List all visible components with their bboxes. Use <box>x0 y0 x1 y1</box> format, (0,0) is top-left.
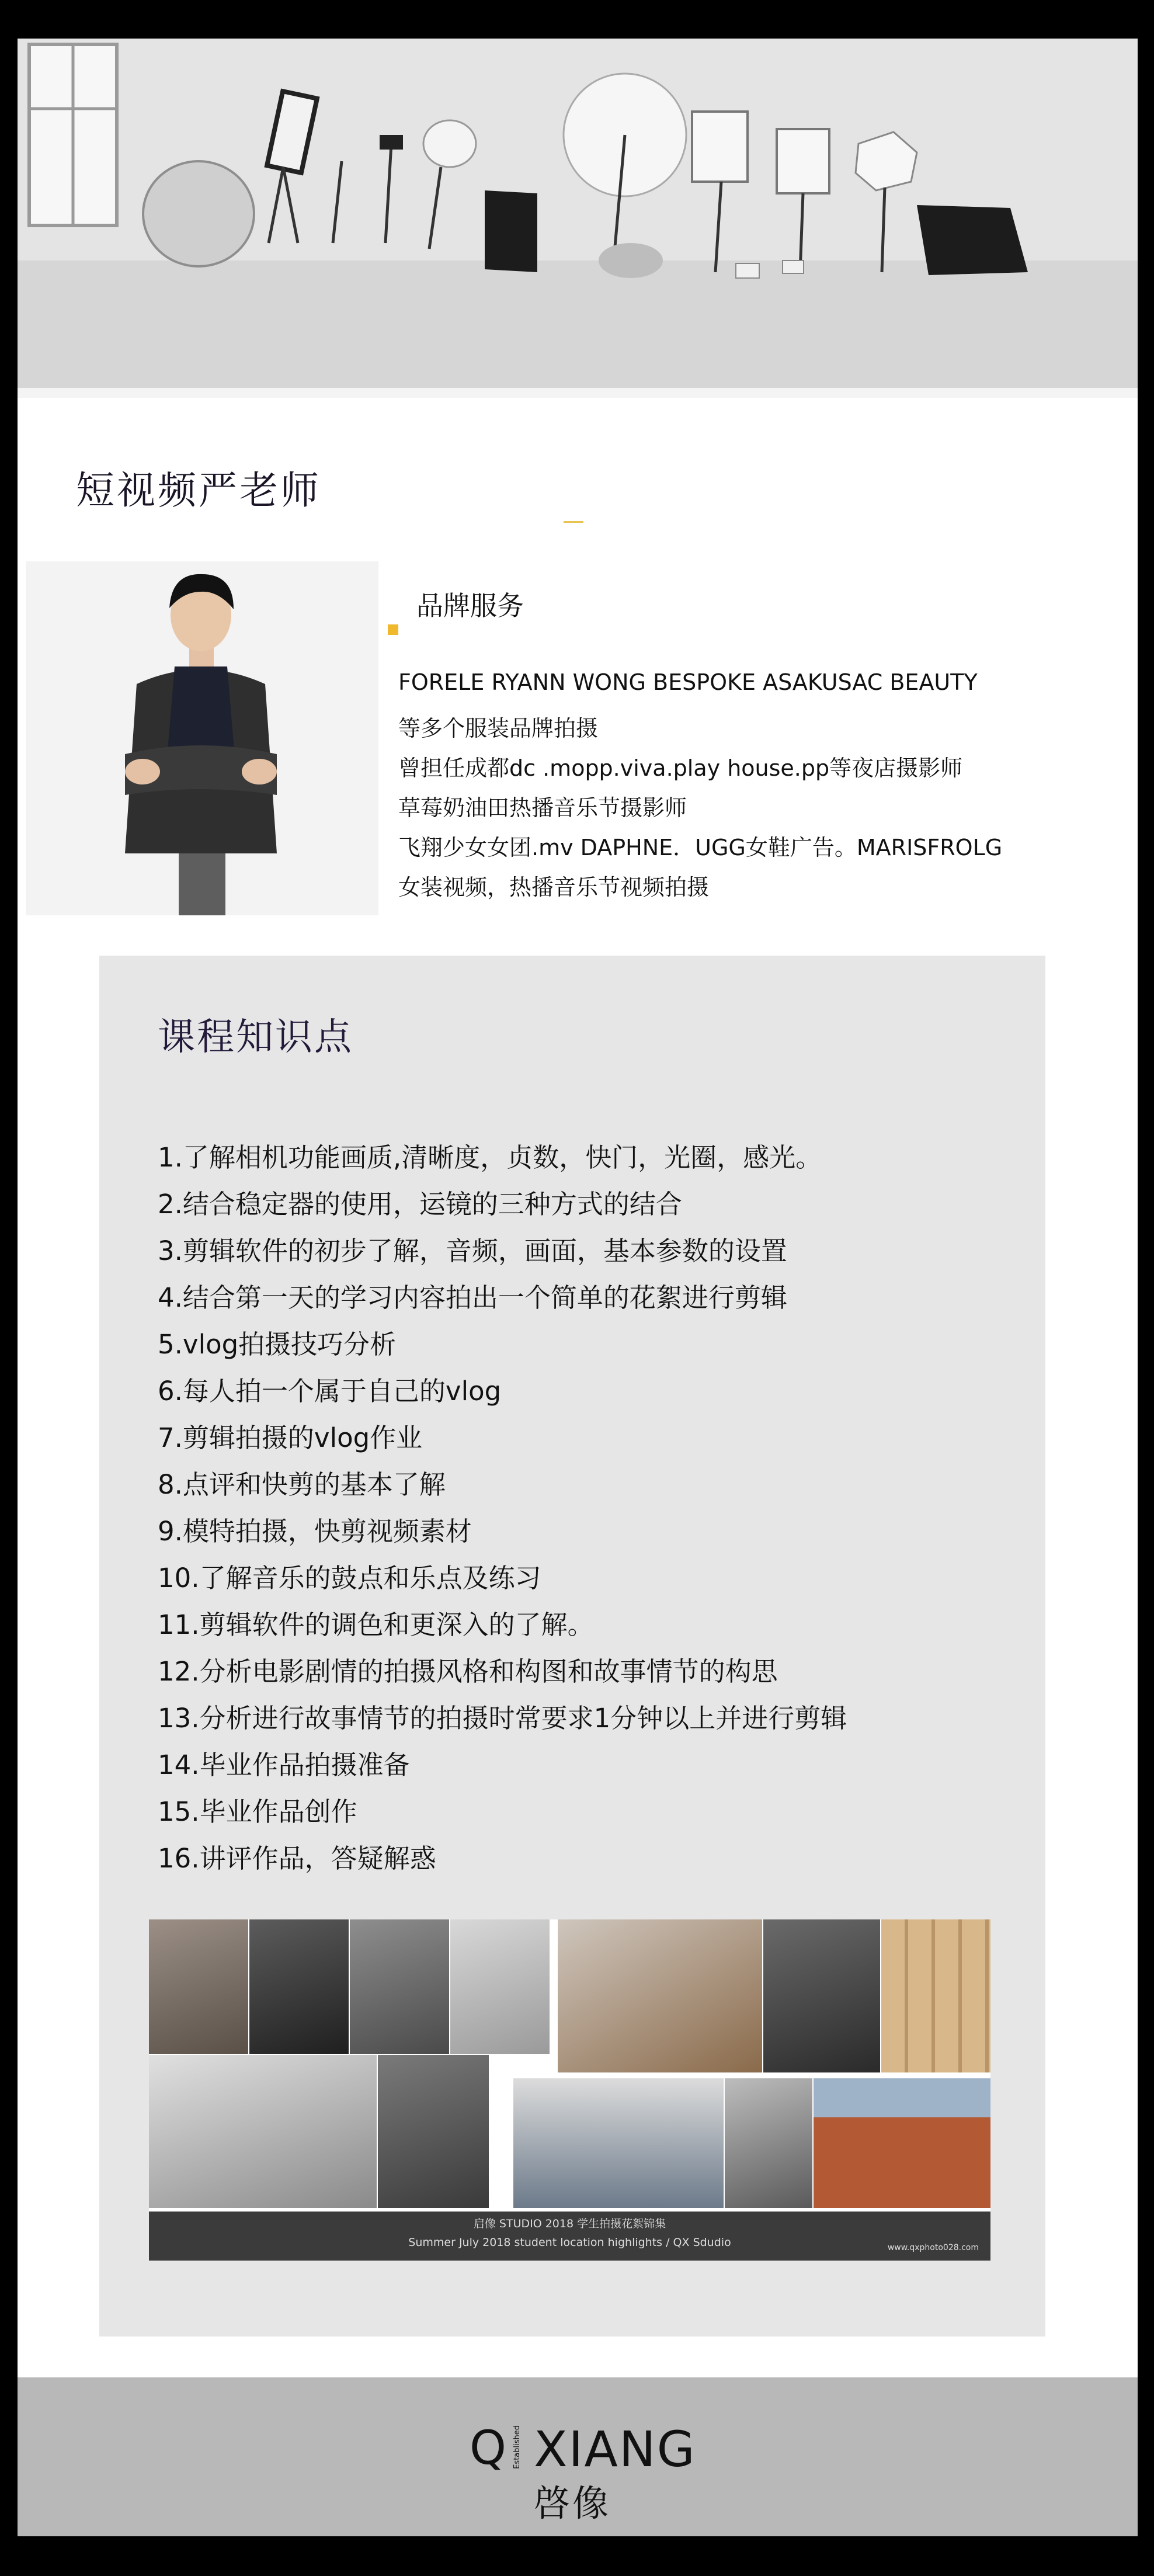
collage-photo <box>149 1919 248 2054</box>
collage-photo <box>149 2055 377 2208</box>
collage-photo <box>558 1919 762 2072</box>
collage-photo <box>763 1919 880 2072</box>
brand-service-title: 品牌服务 <box>416 590 524 622</box>
page-frame <box>18 39 1138 2536</box>
brand-line: 草莓奶油田热播音乐节摄影师 <box>398 795 687 821</box>
brand-line: FORELE RYANN WONG BESPOKE ASAKUSAC BEAUTY <box>398 669 978 695</box>
course-item: 5.vlog拍摄技巧分析 <box>158 1329 397 1360</box>
student-photo-collage <box>149 1919 990 2261</box>
teacher-name: 短视频严老师 <box>76 468 321 513</box>
course-item: 6.每人拍一个属于自己的vlog <box>158 1376 502 1407</box>
collage-caption-cn: 启像 STUDIO 2018 学生拍摄花絮锦集 <box>473 2217 666 2230</box>
logo-xiang: XIANG <box>534 2421 696 2478</box>
course-section <box>99 956 1045 2337</box>
course-list <box>158 1134 847 1882</box>
course-item: 15.毕业作品创作 <box>158 1796 357 1827</box>
brand-line: 女装视频，热播音乐节视频拍摄 <box>398 874 710 900</box>
course-item: 11.剪辑软件的调色和更深入的了解。 <box>158 1609 594 1640</box>
decorative-dash <box>564 521 583 523</box>
collage-photo <box>350 1919 449 2054</box>
logo-established: Established <box>513 2425 522 2469</box>
course-item: 12.分析电影剧情的拍摄风格和构图和故事情节的构思 <box>158 1656 778 1687</box>
qixiang-logo <box>470 2418 696 2525</box>
course-item: 1.了解相机功能画质,清晰度，贞数，快门，光圈，感光。 <box>158 1142 822 1173</box>
collage-caption-en: Summer July 2018 student location highlights / QX Sdudio <box>408 2236 731 2249</box>
collage-photo <box>450 1919 550 2054</box>
course-item: 10.了解音乐的鼓点和乐点及练习 <box>158 1563 541 1593</box>
studio-hero-image <box>18 39 1138 398</box>
logo-chinese: 啓像 <box>534 2482 611 2525</box>
collage-photo <box>378 2055 489 2208</box>
collage-photo <box>814 2078 990 2208</box>
course-item: 13.分析进行故事情节的拍摄时常要求1分钟以上并进行剪辑 <box>158 1703 847 1734</box>
brand-bullet-marker <box>388 624 398 635</box>
course-item: 9.模特拍摄，快剪视频素材 <box>158 1516 472 1547</box>
collage-url: www.qxphoto028.com <box>887 2243 979 2252</box>
course-item: 2.结合稳定器的使用，运镜的三种方式的结合 <box>158 1189 682 1220</box>
studio-equipment-illustration <box>18 39 1138 398</box>
collage-photo <box>881 1919 990 2072</box>
course-item: 7.剪辑拍摄的vlog作业 <box>158 1422 423 1453</box>
collage-photo <box>513 2078 724 2208</box>
course-item: 16.讲评作品，答疑解惑 <box>158 1843 436 1874</box>
teacher-portrait <box>26 561 378 915</box>
brand-line: 飞翔少女女团.mv DAPHNE．UGG女鞋广告。MARISFROLG <box>398 835 1003 860</box>
course-item: 3.剪辑软件的初步了解，音频，画面，基本参数的设置 <box>158 1235 787 1266</box>
course-title: 课程知识点 <box>158 1016 353 1059</box>
brand-line: 曾担任成都dc .mopp.viva.play house.pp等夜店摄影师 <box>398 755 963 781</box>
course-item: 4.结合第一天的学习内容拍出一个简单的花絮进行剪辑 <box>158 1282 787 1313</box>
logo-q: Q <box>470 2421 506 2475</box>
footer <box>18 2377 1138 2536</box>
collage-photo <box>249 1919 349 2054</box>
collage-photo <box>725 2078 812 2208</box>
course-item: 14.毕业作品拍摄准备 <box>158 1749 410 1780</box>
course-item: 8.点评和快剪的基本了解 <box>158 1469 446 1500</box>
brand-line: 等多个服装品牌拍摄 <box>398 716 599 741</box>
